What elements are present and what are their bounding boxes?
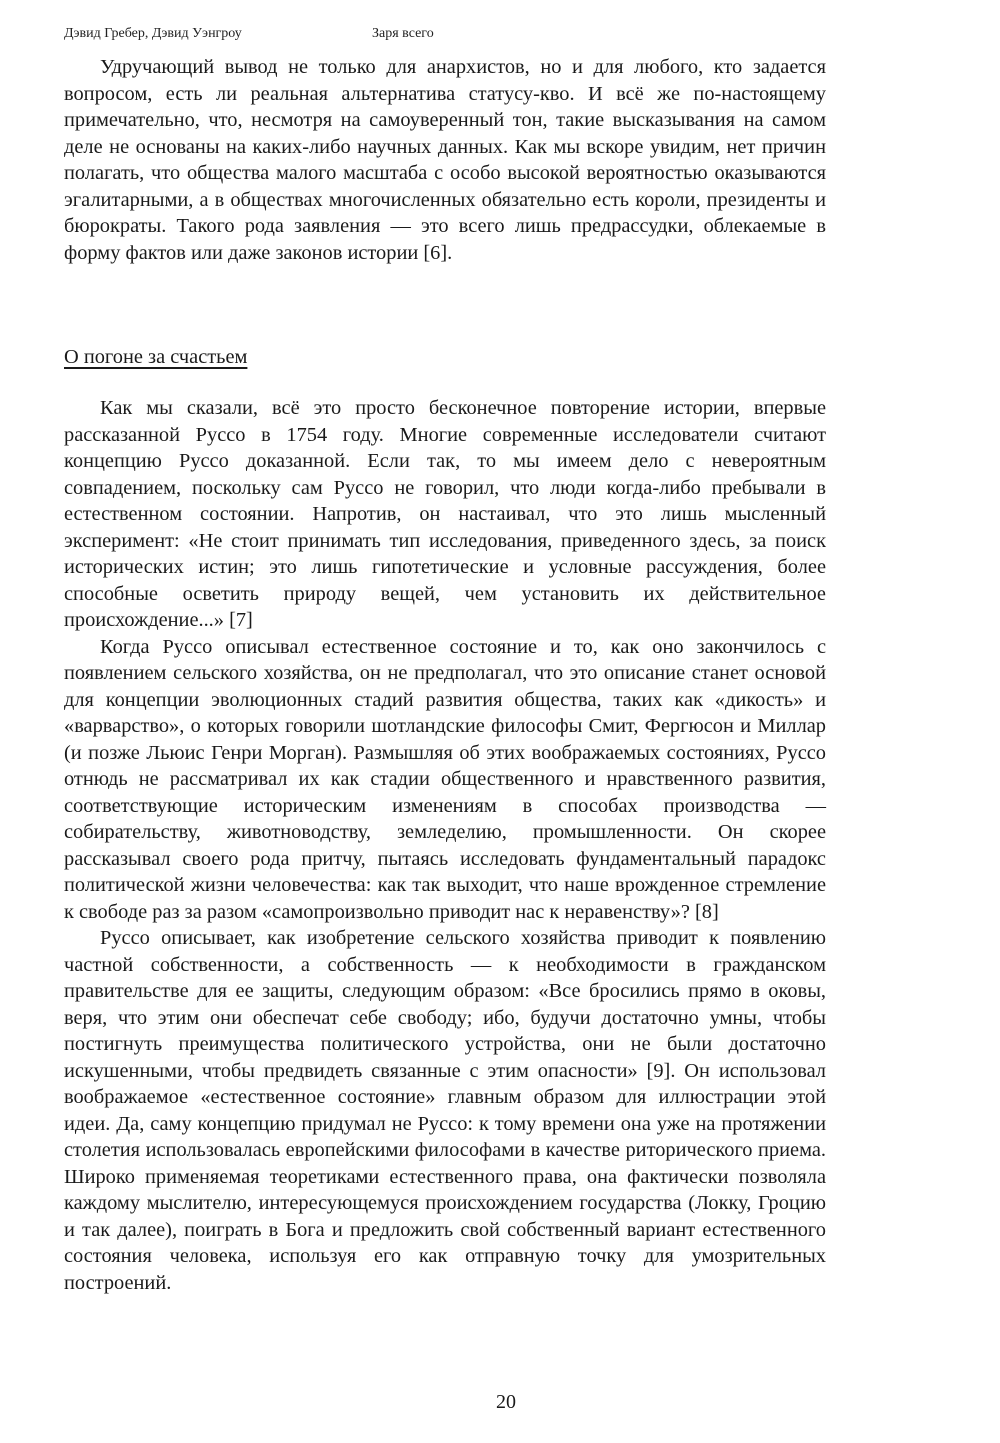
intro-paragraph: Удручающий вывод не только для анархистов, но и для любого, кто задается вопросом, есть ли реальная альтернатива статусу-кво. И всё же по-настоящему примечательно, что, несмотря на самоуверенный тон, такие высказывания на самом деле не основаны на каких-либо научных данных. Как мы вскоре увидим, нет причин полагать, что общества малого масштаба с особо высокой вероятностью оказываются эгалитарными, а в обществах многочисленных обязательно есть короли, президенты и бюрократы. Такого рода заявления — это всего лишь предрассудки, облекаемые в форму фактов или даже законов истории [6].	[64, 56, 826, 264]
section-heading: О погоне за счастьем	[64, 346, 248, 368]
header-authors: Дэвид Гребер, Дэвид Уэнгроу	[64, 26, 242, 41]
section-text-block	[64, 395, 826, 1296]
section-paragraph-1: Как мы сказали, всё это просто бесконечное повторение истории, впервые рассказанной Руссо в 1754 году. Многие современные исследователи считают концепцию Руссо доказанной. Если так, то мы имеем дело с невероятным совпадением, поскольку сам Руссо не говорил, что люди когда-либо пребывали в естественном состоянии. Напротив, он настаивал, что это лишь мысленный эксперимент: «Не стоит принимать тип исследования, приведенного здесь, за поиск исторических истин; это лишь гипотетические и условные рассуждения, более способные осветить природу вещей, чем установить их действительное происхождение...» [7]	[64, 397, 826, 631]
header-book-title: Заря всего	[372, 26, 434, 41]
section-paragraph-3: Руссо описывает, как изобретение сельского хозяйства приводит к появлению частной собственности, а собственность — к необходимости в гражданском правительстве для ее защиты, следующим образом: «Все бросились прямо в оковы, веря, что этим они обеспечат себе свободу; ибо, будучи достаточно умны, чтобы постигнуть преимущества политического устройства, они не были достаточно искушенными, чтобы предвидеть связанные с этим опасности» [9]. Он использовал воображаемое «естественное состояние» главным образом для иллюстрации этой идеи. Да, саму концепцию придумал не Руссо: к тому времени она уже на протяжении столетия использовалась европейскими философами в качестве риторического приема. Широко применяемая теоретиками естественного права, она фактически позволяла каждому мыслителю, интересующемуся происхождением государства (Локку, Гроцию и так далее), поиграть в Бога и предложить свой собственный вариант естественного состояния человека, используя его как отправную точку для умозрительных построений.	[64, 927, 826, 1294]
page-number: 20	[496, 1391, 516, 1413]
section-paragraph-2: Когда Руссо описывал естественное состояние и то, как оно закончилось с появлением сельского хозяйства, он не предполагал, что это описание станет основой для концепции эволюционных стадий развития общества, таких как «дикость» и «варварство», о которых говорили шотландские философы Смит, Фергюсон и Миллар (и позже Льюис Генри Морган). Размышляя об этих воображаемых состояниях, Руссо отнюдь не рассматривал их как стадии общественного и нравственного развития, соответствующие историческим изменениям в способах производства — собирательству, животноводству, земледелию, промышленности. Он скорее рассказывал своего рода притчу, пытаясь исследовать фундаментальный парадокс политической жизни человечества: как так выходит, что наше врожденное стремление к свободе раз за разом «самопроизвольно приводит нас к неравенству»? [8]	[64, 635, 826, 923]
intro-text-block	[64, 54, 826, 266]
